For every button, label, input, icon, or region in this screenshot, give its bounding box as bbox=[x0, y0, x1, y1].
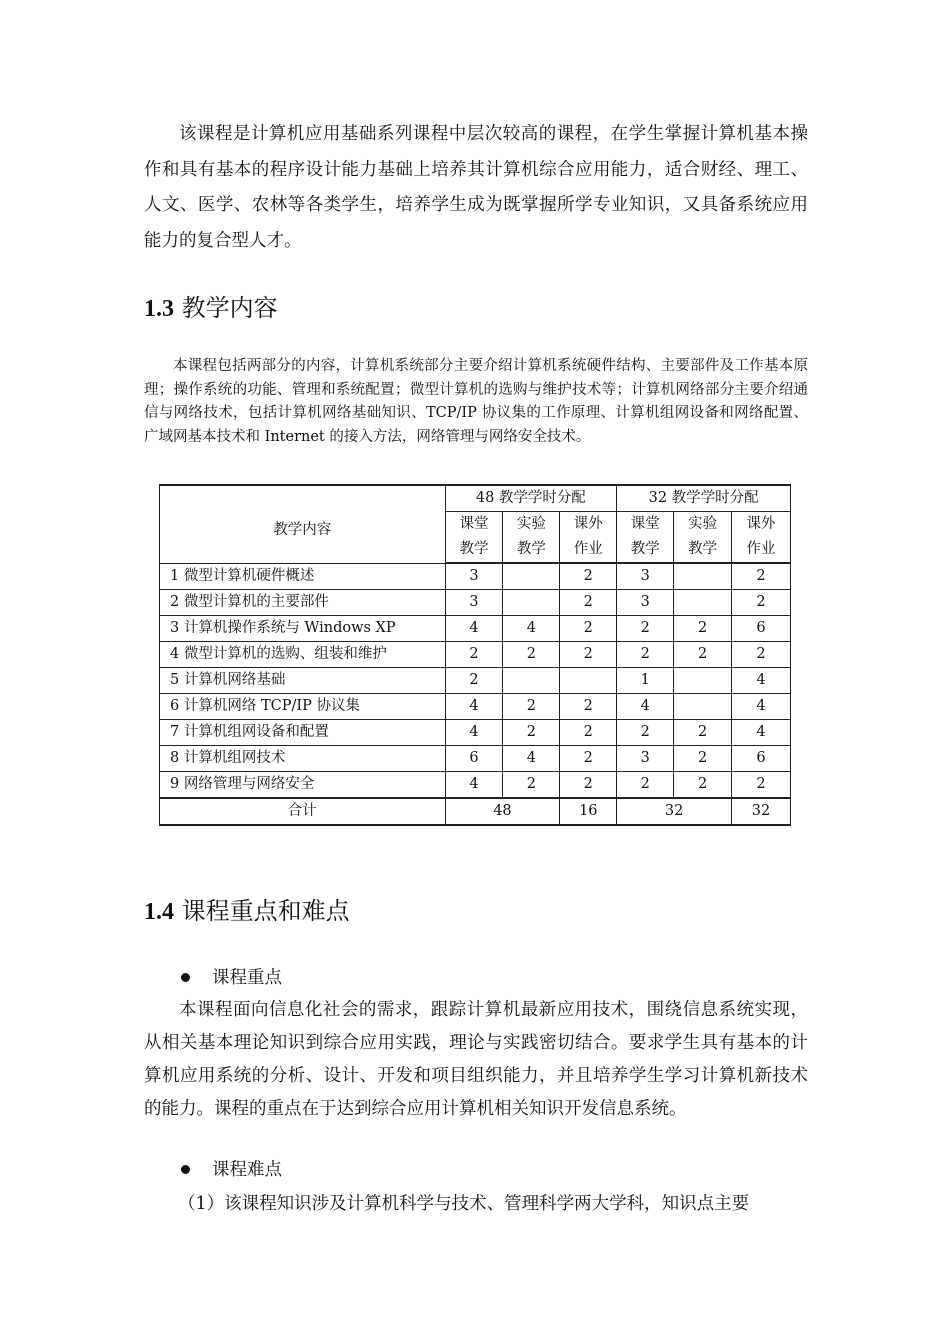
section-1-4-heading bbox=[144, 896, 350, 927]
hours-cell: 2 bbox=[674, 642, 732, 668]
row-topic: 9 网络管理与网络安全 bbox=[160, 772, 446, 799]
table-row bbox=[160, 746, 791, 772]
hours-cell: 2 bbox=[560, 772, 617, 799]
hours-cell: 2 bbox=[445, 642, 503, 668]
bullet-focus bbox=[181, 963, 282, 993]
hours-cell: 4 bbox=[503, 616, 560, 642]
hours-cell: 2 bbox=[503, 694, 560, 720]
hours-cell: 2 bbox=[503, 772, 560, 799]
hours-cell: 4 bbox=[732, 720, 791, 746]
section-number: 1.4 bbox=[144, 899, 174, 925]
hours-cell: 4 bbox=[503, 746, 560, 772]
section-1-3-heading bbox=[144, 293, 278, 324]
hours-cell: 6 bbox=[445, 746, 503, 772]
row-topic: 7 计算机组网设备和配置 bbox=[160, 720, 446, 746]
hours-cell: 2 bbox=[674, 772, 732, 799]
total-32-class-lab: 32 bbox=[617, 798, 732, 825]
total-32-homework: 32 bbox=[732, 798, 791, 825]
row-topic: 3 计算机操作系统与 Windows XP bbox=[160, 616, 446, 642]
hours-cell: 2 bbox=[560, 694, 617, 720]
hours-cell: 2 bbox=[674, 616, 732, 642]
hours-cell: 2 bbox=[560, 616, 617, 642]
hours-cell: 2 bbox=[617, 772, 674, 799]
table-header-row bbox=[160, 485, 791, 512]
subheader-cell bbox=[617, 512, 674, 564]
table-body bbox=[160, 563, 791, 798]
section-title: 教学内容 bbox=[181, 294, 278, 322]
table-row bbox=[160, 616, 791, 642]
table-row bbox=[160, 668, 791, 694]
hours-table bbox=[159, 484, 791, 826]
hours-cell bbox=[503, 668, 560, 694]
hours-cell bbox=[560, 668, 617, 694]
difficulty-item-1: （1）该课程知识涉及计算机科学与技术、管理科学两大学科，知识点主要 bbox=[178, 1194, 750, 1214]
section-title: 课程重点和难点 bbox=[181, 897, 350, 925]
hours-cell: 2 bbox=[560, 720, 617, 746]
group-32-header: 32 教学学时分配 bbox=[617, 485, 791, 512]
content-column-header: 教学内容 bbox=[160, 485, 446, 563]
subheader-cell bbox=[503, 512, 560, 564]
subheader-text: 实验 bbox=[688, 516, 718, 532]
table-row bbox=[160, 563, 791, 590]
subheader-cell bbox=[674, 512, 732, 564]
hours-cell: 4 bbox=[732, 694, 791, 720]
row-topic: 8 计算机组网技术 bbox=[160, 746, 446, 772]
subheader-text: 作业 bbox=[573, 541, 603, 557]
hours-cell: 2 bbox=[617, 616, 674, 642]
subheader-text: 课堂 bbox=[630, 516, 660, 532]
subheader-text: 课外 bbox=[746, 516, 776, 532]
table-row bbox=[160, 642, 791, 668]
hours-cell: 2 bbox=[445, 668, 503, 694]
focus-paragraph: 本课程面向信息化社会的需求，跟踪计算机最新应用技术，围绕信息系统实现，从相关基本理论知识到综合应用实践，理论与实践密切结合。要求学生具有基本的计算机应用系统的分析、设计、开发和项目组织能力，并且培养学生学习计算机新技术的能力。课程的重点在于达到综合应用计算机相关知识开发信息系统。 bbox=[144, 1000, 808, 1119]
total-row bbox=[160, 798, 791, 825]
hours-cell bbox=[503, 590, 560, 616]
hours-cell: 6 bbox=[732, 746, 791, 772]
hours-cell: 4 bbox=[445, 772, 503, 799]
subheader-text: 教学 bbox=[688, 541, 718, 557]
content-paragraph: 本课程包括两部分的内容，计算机系统部分主要介绍计算机系统硬件结构、主要部件及工作基本原理；操作系统的功能、管理和系统配置；微型计算机的选购与维护技术等；计算机网络部分主要介绍通信与网络技术，包括计算机网络基础知识、TCP/IP 协议集的工作原理、计算机组网设备和网络配置、广域网基本技术和 Internet 的接入方法，网络管理与网络安全技术。 bbox=[144, 358, 808, 445]
row-topic: 2 微型计算机的主要部件 bbox=[160, 590, 446, 616]
bullet-difficulty bbox=[181, 1155, 282, 1185]
hours-cell: 4 bbox=[445, 616, 503, 642]
hours-cell bbox=[674, 668, 732, 694]
hours-cell: 2 bbox=[732, 642, 791, 668]
hours-cell bbox=[503, 563, 560, 590]
intro-paragraph: 该课程是计算机应用基础系列课程中层次较高的课程，在学生掌握计算机基本操作和具有基本的程序设计能力基础上培养其计算机综合应用能力，适合财经、理工、人文、医学、农林等各类学生，培养学生成为既掌握所学专业知识，又具备系统应用能力的复合型人才。 bbox=[144, 124, 808, 251]
hours-cell: 3 bbox=[617, 563, 674, 590]
hours-cell: 6 bbox=[732, 616, 791, 642]
row-topic: 1 微型计算机硬件概述 bbox=[160, 563, 446, 590]
hours-cell: 2 bbox=[560, 590, 617, 616]
hours-cell: 4 bbox=[445, 720, 503, 746]
hours-cell: 2 bbox=[560, 563, 617, 590]
hours-cell: 2 bbox=[732, 563, 791, 590]
subheader-text: 教学 bbox=[459, 541, 489, 557]
bullet-dot-icon bbox=[181, 973, 190, 982]
total-48-class-lab: 48 bbox=[445, 798, 560, 825]
subheader-cell bbox=[732, 512, 791, 564]
hours-cell: 2 bbox=[503, 720, 560, 746]
row-topic: 5 计算机网络基础 bbox=[160, 668, 446, 694]
subheader-text: 教学 bbox=[516, 541, 546, 557]
hours-cell: 3 bbox=[617, 746, 674, 772]
hours-cell: 4 bbox=[617, 694, 674, 720]
table-row bbox=[160, 720, 791, 746]
hours-cell: 2 bbox=[560, 746, 617, 772]
hours-cell bbox=[674, 563, 732, 590]
total-label: 合计 bbox=[160, 798, 446, 825]
hours-cell: 2 bbox=[617, 642, 674, 668]
table-row bbox=[160, 694, 791, 720]
subheader-text: 课外 bbox=[573, 516, 603, 532]
subheader-text: 作业 bbox=[746, 541, 776, 557]
hours-cell: 4 bbox=[732, 668, 791, 694]
hours-cell: 1 bbox=[617, 668, 674, 694]
bullet-focus-label: 课程重点 bbox=[212, 968, 282, 988]
subheader-cell bbox=[560, 512, 617, 564]
table-row bbox=[160, 772, 791, 799]
hours-cell: 2 bbox=[503, 642, 560, 668]
table-row bbox=[160, 590, 791, 616]
bullet-dot-icon bbox=[181, 1165, 190, 1174]
subheader-text: 实验 bbox=[516, 516, 546, 532]
hours-cell: 2 bbox=[617, 720, 674, 746]
row-topic: 4 微型计算机的选购、组装和维护 bbox=[160, 642, 446, 668]
group-48-header: 48 教学学时分配 bbox=[445, 485, 617, 512]
total-48-homework: 16 bbox=[560, 798, 617, 825]
hours-cell: 2 bbox=[732, 772, 791, 799]
hours-cell: 4 bbox=[445, 694, 503, 720]
hours-cell bbox=[674, 694, 732, 720]
hours-cell bbox=[674, 590, 732, 616]
subheader-text: 课堂 bbox=[459, 516, 489, 532]
hours-cell: 3 bbox=[445, 563, 503, 590]
bullet-difficulty-label: 课程难点 bbox=[212, 1160, 282, 1180]
row-topic: 6 计算机网络 TCP/IP 协议集 bbox=[160, 694, 446, 720]
hours-cell: 2 bbox=[674, 746, 732, 772]
subheader-text: 教学 bbox=[630, 541, 660, 557]
hours-cell: 2 bbox=[732, 590, 791, 616]
section-number: 1.3 bbox=[144, 296, 174, 322]
hours-cell: 3 bbox=[445, 590, 503, 616]
hours-cell: 2 bbox=[674, 720, 732, 746]
subheader-cell bbox=[445, 512, 503, 564]
hours-cell: 2 bbox=[560, 642, 617, 668]
hours-cell: 3 bbox=[617, 590, 674, 616]
